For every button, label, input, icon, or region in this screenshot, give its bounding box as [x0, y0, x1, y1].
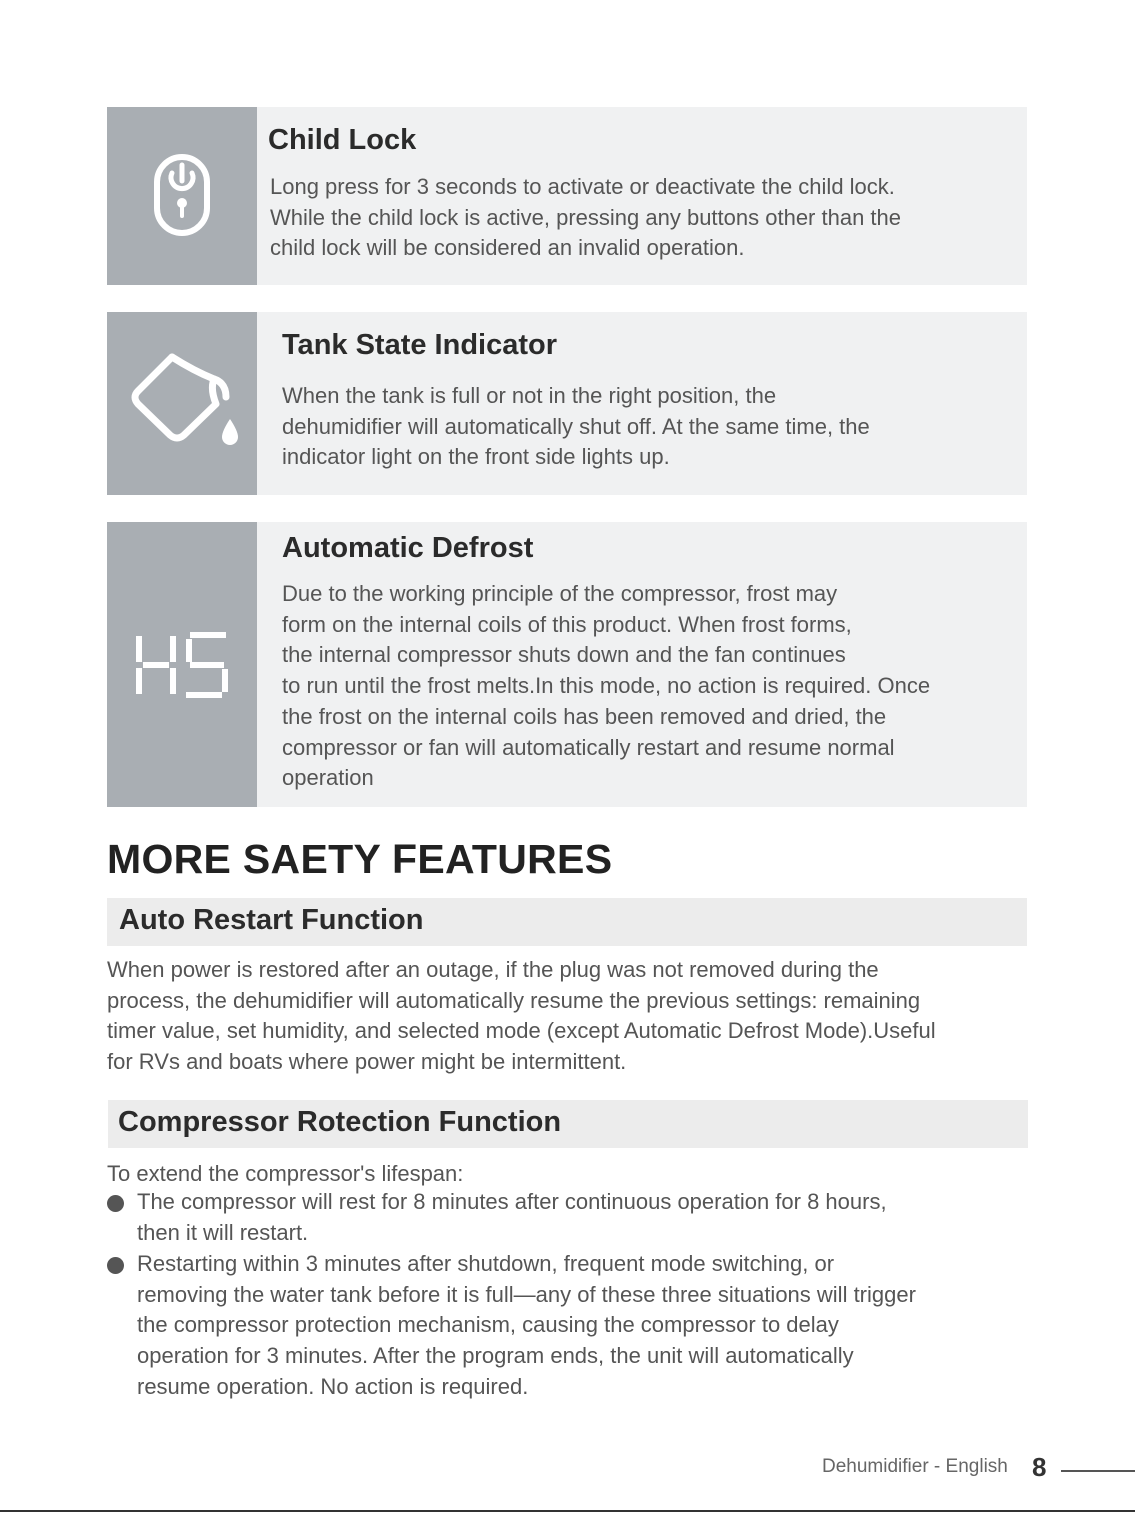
- text-line: timer value, set humidity, and selected mode (except Automatic Defrost Mode).Useful: [107, 1018, 936, 1043]
- text-line: dehumidifier will automatically shut off. At the same time, the: [282, 413, 870, 439]
- text-line: operation: [282, 765, 374, 791]
- text-line: the compressor protection mechanism, causing the compressor to delay: [137, 1312, 839, 1338]
- feature-icon-box: [107, 522, 257, 807]
- auto-restart-description: [107, 955, 1047, 1077]
- feature-title: Automatic Defrost: [282, 532, 534, 564]
- bullet-dot: [107, 1195, 124, 1212]
- bullet-dot: [107, 1257, 124, 1274]
- child-lock-icon: [147, 151, 217, 241]
- text-line: to run until the frost melts.In this mode, no action is required. Once: [282, 673, 931, 699]
- bullet-text: [137, 1187, 887, 1248]
- compressor-heading-bar: [108, 1100, 1028, 1148]
- page-number: 8: [1032, 1452, 1047, 1482]
- feature-icon-box: [107, 107, 257, 285]
- text-line: Due to the working principle of the compressor, frost may: [282, 581, 838, 606]
- text-line: process, the dehumidifier will automatically resume the previous settings: remaining: [107, 987, 921, 1013]
- feature-description: [282, 381, 1022, 473]
- text-line: then it will restart.: [137, 1219, 309, 1245]
- feature-description: [282, 579, 1022, 794]
- text-line: The compressor will rest for 8 minutes after continuous operation for 8 hours,: [137, 1189, 887, 1214]
- section-title: MORE SAETY FEATURES: [107, 836, 613, 882]
- text-line: Long press for 3 seconds to activate or deactivate the child lock.: [270, 174, 895, 199]
- feature-description: [270, 172, 1020, 264]
- compressor-heading: Compressor Rotection Function: [118, 1106, 562, 1138]
- feature-title: Child Lock: [268, 124, 417, 156]
- tank-state-icon: [122, 349, 242, 459]
- footer-rule: [1061, 1470, 1135, 1472]
- compressor-intro: To extend the compressor's lifespan:: [107, 1161, 464, 1186]
- list-item: [107, 1187, 1027, 1248]
- list-item: [107, 1249, 1027, 1403]
- text-line: operation for 3 minutes. After the program ends, the unit will automatically: [137, 1343, 854, 1369]
- feature-card-child-lock: [107, 107, 1027, 285]
- feature-icon-box: [107, 312, 257, 495]
- text-line: Restarting within 3 minutes after shutdown, frequent mode switching, or: [137, 1251, 835, 1276]
- footer-label: Dehumidifier - English: [822, 1456, 1008, 1477]
- text-line: removing the water tank before it is full—any of these three situations will trigger: [137, 1281, 916, 1307]
- text-line: When the tank is full or not in the right position, the: [282, 383, 777, 408]
- text-line: the frost on the internal coils has been removed and dried, the: [282, 703, 887, 729]
- auto-restart-heading: Auto Restart Function: [119, 904, 424, 936]
- page-bottom-rule: [0, 1510, 1135, 1512]
- text-line: compressor or fan will automatically restart and resume normal: [282, 734, 895, 760]
- feature-title: Tank State Indicator: [282, 329, 558, 361]
- hs-display-icon: [134, 632, 230, 698]
- feature-card-automatic-defrost: [107, 522, 1027, 807]
- text-line: When power is restored after an outage, if the plug was not removed during the: [107, 957, 879, 982]
- text-line: resume operation. No action is required.: [137, 1373, 529, 1399]
- text-line: indicator light on the front side lights up.: [282, 444, 670, 470]
- auto-restart-heading-bar: [107, 898, 1027, 946]
- text-line: child lock will be considered an invalid operation.: [270, 235, 745, 261]
- text-line: While the child lock is active, pressing any buttons other than the: [270, 204, 902, 230]
- text-line: for RVs and boats where power might be intermittent.: [107, 1048, 627, 1074]
- text-line: the internal compressor shuts down and the fan continues: [282, 642, 846, 668]
- bullet-text: [137, 1249, 916, 1403]
- feature-card-tank-state: [107, 312, 1027, 495]
- text-line: form on the internal coils of this product. When frost forms,: [282, 611, 852, 637]
